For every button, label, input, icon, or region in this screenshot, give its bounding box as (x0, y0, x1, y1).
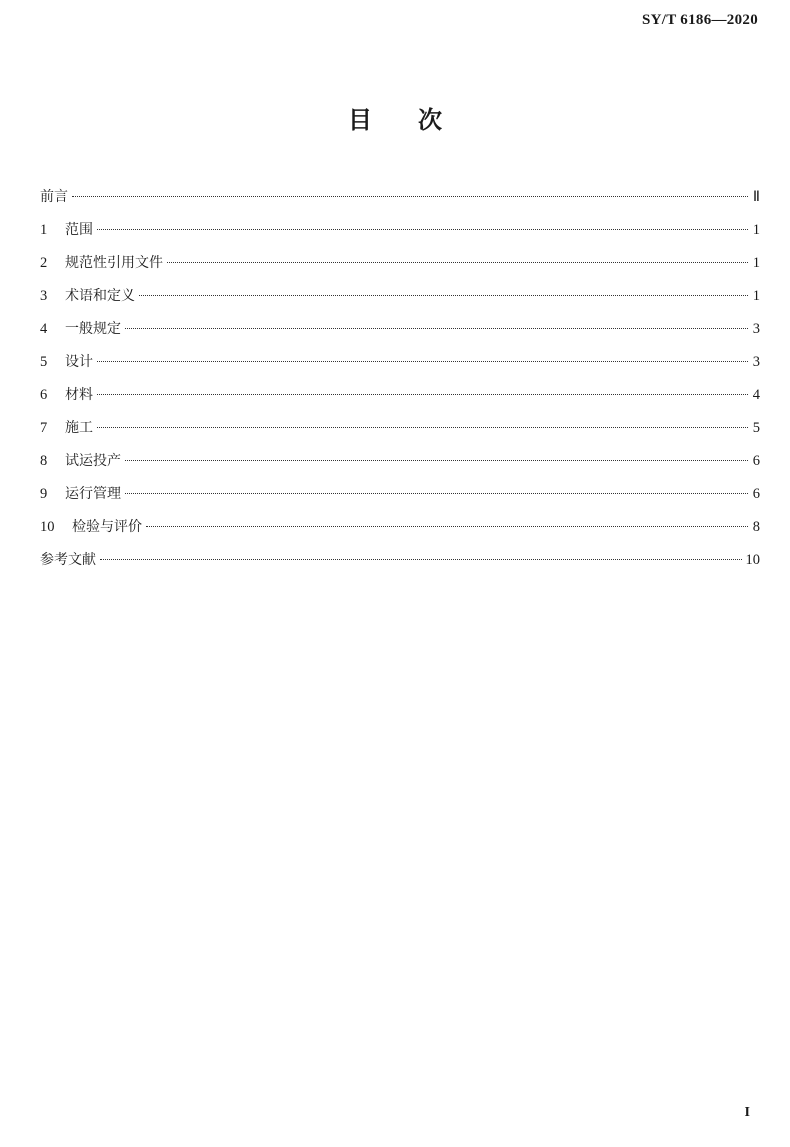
toc-entry-label: 检验与评价 (72, 519, 142, 535)
toc-leader-dots (72, 196, 748, 197)
toc-entry-label: 一般规定 (65, 321, 121, 337)
toc-entry-scope[interactable] (40, 219, 760, 252)
toc-entry-page: 1 (752, 288, 760, 304)
toc-entry-page: 3 (752, 321, 760, 337)
toc-entry-number: 3 (40, 288, 48, 304)
toc-entry-page: 3 (752, 354, 760, 370)
toc-leader-dots (97, 229, 748, 230)
toc-entry-design[interactable] (40, 351, 760, 384)
toc-leader-dots (139, 295, 748, 296)
toc-entry-number: 2 (40, 255, 48, 271)
toc-leader-dots (125, 493, 748, 494)
toc-entry-foreword[interactable] (40, 186, 760, 219)
toc-entry-label: 试运投产 (65, 453, 121, 469)
toc-entry-number: 4 (40, 321, 48, 337)
toc-entry-general-provisions[interactable] (40, 318, 760, 351)
toc-entry-inspection-evaluation[interactable] (40, 516, 760, 549)
toc-leader-dots (125, 328, 748, 329)
toc-entry-page: 10 (745, 552, 760, 568)
toc-entry-number: 1 (40, 222, 48, 238)
toc-entry-label: 术语和定义 (65, 288, 135, 304)
toc-entry-page: Ⅱ (752, 189, 760, 205)
toc-entry-normative-references[interactable] (40, 252, 760, 285)
table-of-contents (40, 186, 760, 582)
toc-entry-number: 9 (40, 486, 48, 502)
toc-entry-page: 4 (752, 387, 760, 403)
toc-entry-construction[interactable] (40, 417, 760, 450)
toc-entry-page: 8 (752, 519, 760, 535)
toc-entry-label: 材料 (65, 387, 93, 403)
toc-entry-label: 参考文献 (40, 552, 96, 568)
toc-leader-dots (97, 427, 748, 428)
toc-entry-number: 6 (40, 387, 48, 403)
toc-entry-number: 8 (40, 453, 48, 469)
toc-entry-label: 规范性引用文件 (65, 255, 163, 271)
toc-entry-operation-management[interactable] (40, 483, 760, 516)
toc-leader-dots (97, 394, 748, 395)
toc-leader-dots (146, 526, 748, 527)
document-code: SY/T 6186—2020 (641, 12, 758, 28)
toc-entry-label: 范围 (65, 222, 93, 238)
toc-entry-page: 6 (752, 453, 760, 469)
toc-entry-page: 1 (752, 255, 760, 271)
toc-entry-terms-definitions[interactable] (40, 285, 760, 318)
toc-entry-page: 5 (752, 420, 760, 436)
toc-entry-materials[interactable] (40, 384, 760, 417)
toc-leader-dots (167, 262, 748, 263)
toc-entry-number: 10 (40, 519, 55, 535)
toc-entry-label: 设计 (65, 354, 93, 370)
page-number: I (744, 1105, 750, 1120)
toc-entry-number: 7 (40, 420, 48, 436)
toc-entry-label: 前言 (40, 189, 68, 205)
toc-entry-bibliography[interactable] (40, 549, 760, 582)
toc-entry-label: 施工 (65, 420, 93, 436)
toc-entry-label: 运行管理 (65, 486, 121, 502)
page-title: 目次 (348, 106, 488, 134)
toc-leader-dots (125, 460, 748, 461)
toc-entry-page: 6 (752, 486, 760, 502)
toc-leader-dots (100, 559, 742, 560)
toc-entry-number: 5 (40, 354, 48, 370)
toc-leader-dots (97, 361, 748, 362)
toc-entry-commissioning[interactable] (40, 450, 760, 483)
toc-entry-page: 1 (752, 222, 760, 238)
